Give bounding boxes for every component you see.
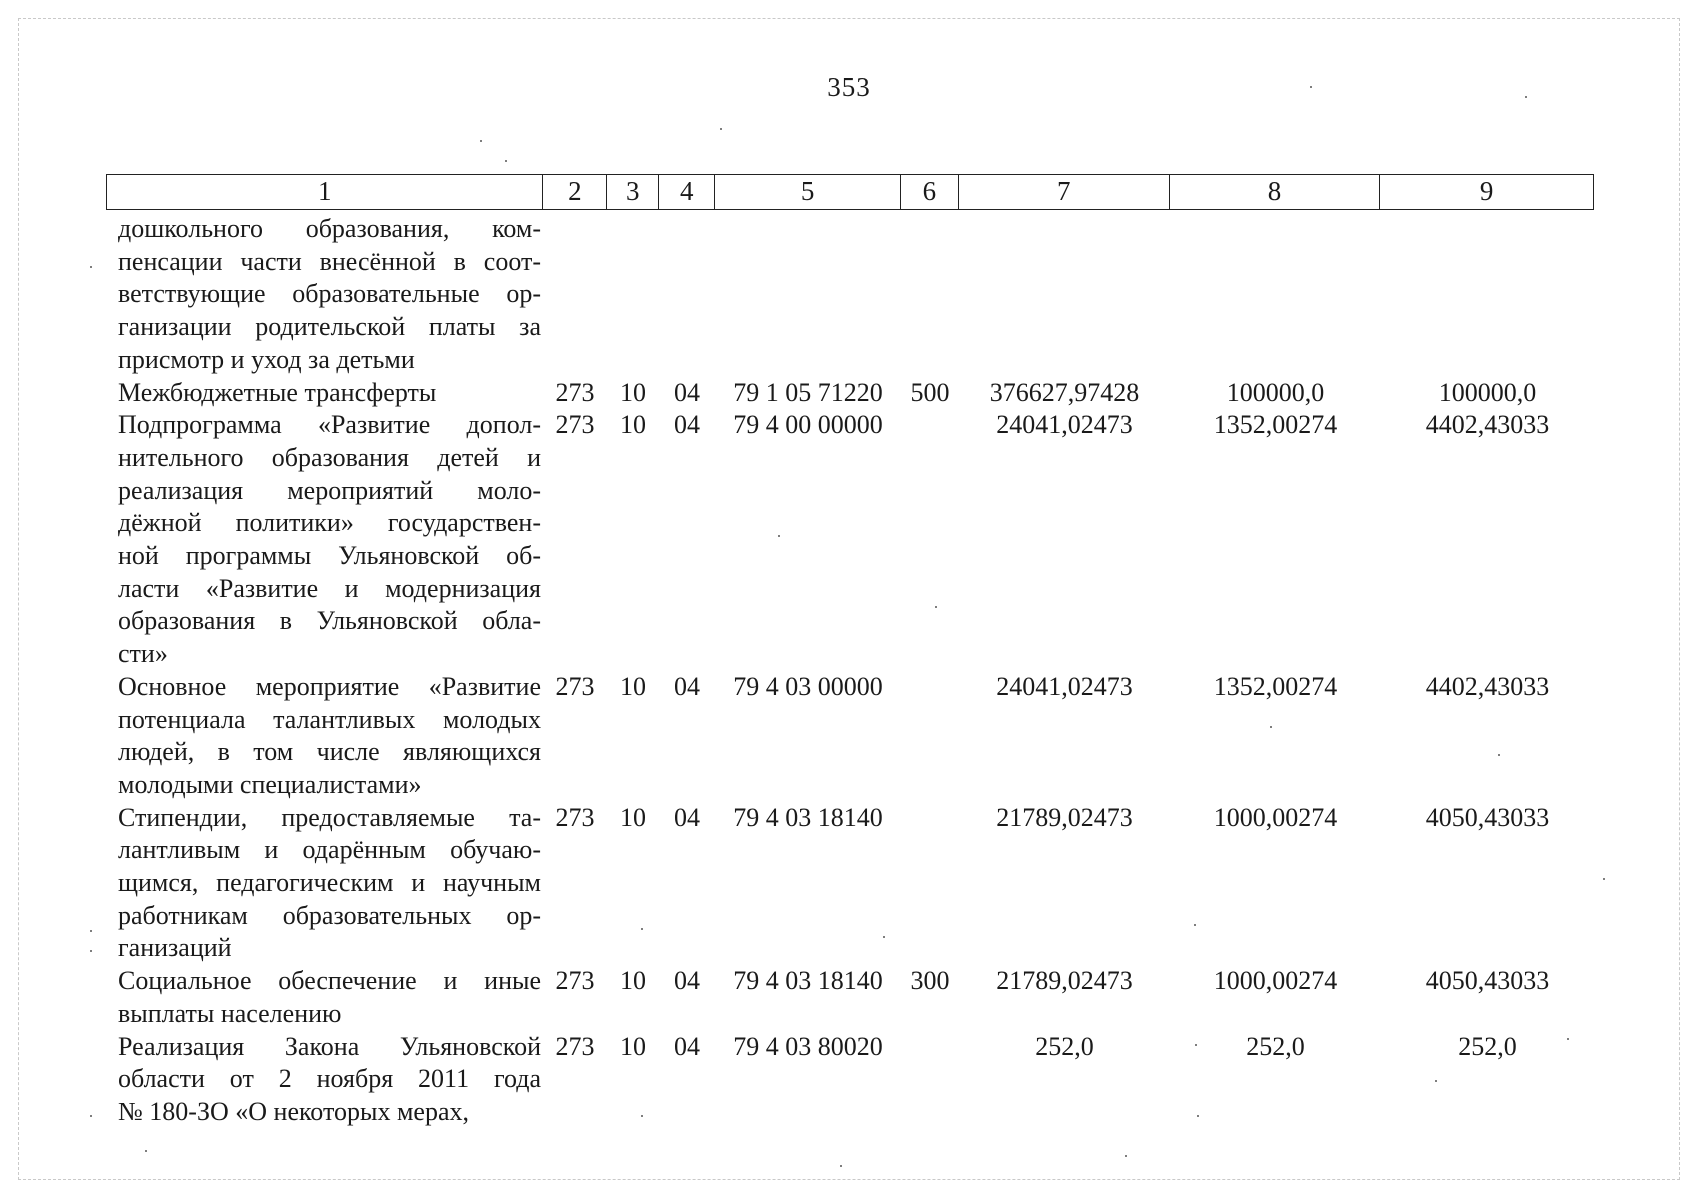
row-name-line: щимся, педагогическим и научным: [118, 868, 541, 898]
row-col-2: 273: [555, 966, 595, 996]
row-col-3: 10: [620, 671, 646, 701]
row-col-6: [901, 671, 959, 802]
row-col-8: 1000,00274: [1213, 966, 1338, 996]
table-row: [106, 671, 1594, 802]
row-name-line: Межбюджетные трансферты: [118, 377, 437, 407]
row-name-line: пенсации части внесённой в соот-: [118, 246, 541, 276]
scan-speck: [1125, 1155, 1127, 1157]
scan-speck: [1435, 1080, 1437, 1082]
row-col-8: 100000,0: [1226, 377, 1325, 407]
scan-speck: [1195, 1044, 1197, 1046]
row-col-4: 04: [674, 377, 700, 407]
scan-speck: [641, 1115, 643, 1117]
row-col-6: [901, 1031, 959, 1129]
row-col-2: 273: [555, 410, 595, 440]
row-name: [106, 671, 543, 802]
row-name-line: Основное мероприятие «Развитие: [118, 671, 541, 701]
row-name-line: ной программы Ульяновской об-: [118, 541, 541, 571]
scan-speck: [1310, 86, 1312, 88]
row-col-8: 1352,00274: [1213, 410, 1338, 440]
scan-speck: [90, 950, 92, 952]
row-col-2: [543, 213, 607, 377]
row-col-4: 04: [674, 966, 700, 996]
scan-speck: [720, 128, 722, 130]
row-name-line: № 180-ЗО «О некоторых мерах,: [118, 1096, 469, 1126]
header-col-5: 5: [715, 175, 901, 209]
row-name-line: ганизации родительской платы за: [118, 312, 541, 342]
row-col-7: 252,0: [1035, 1031, 1094, 1061]
row-col-5: 79 4 03 00000: [733, 671, 883, 701]
row-name-line: потенциала талантливых молодых: [118, 704, 541, 734]
row-col-5: 79 4 03 80020: [733, 1031, 883, 1061]
row-name-line: нительного образования детей и: [118, 442, 541, 472]
row-name-line: ласти «Развитие и модернизация: [118, 573, 541, 603]
row-col-8: [1170, 213, 1381, 377]
row-col-5: 79 1 05 71220: [733, 377, 883, 407]
row-name-line: лантливым и одарённым обучаю-: [118, 835, 541, 865]
row-col-2: 273: [555, 802, 595, 832]
row-col-5: 79 4 00 00000: [733, 410, 883, 440]
scan-speck: [90, 266, 92, 268]
row-name-line: присмотр и уход за детьми: [118, 344, 415, 374]
row-name: [106, 377, 543, 410]
row-col-9: [1381, 213, 1594, 377]
table-row: [106, 965, 1594, 1030]
row-name-line: Подпрограмма «Развитие допол-: [118, 410, 541, 440]
header-col-9: 9: [1479, 176, 1494, 206]
row-col-6: [901, 213, 959, 377]
row-col-6: [901, 802, 959, 966]
row-col-5: 79 4 03 18140: [733, 966, 883, 996]
scan-speck: [480, 140, 482, 142]
row-name: [106, 1031, 543, 1129]
row-name-line: работникам образовательных ор-: [118, 900, 541, 930]
row-name-line: ганизаций: [118, 933, 232, 963]
row-col-7: 21789,02473: [996, 966, 1133, 996]
header-col-3: 3: [607, 175, 659, 209]
scan-speck: [1194, 924, 1196, 926]
scan-speck: [145, 1150, 147, 1152]
table-body: [106, 213, 1594, 1129]
row-name-line: Стипендии, предоставляемые та-: [118, 802, 541, 832]
row-col-8: 1000,00274: [1213, 802, 1338, 832]
row-col-9: 4050,43033: [1425, 966, 1550, 996]
scan-speck: [935, 606, 937, 608]
row-col-4: 04: [674, 410, 700, 440]
scan-speck: [1270, 726, 1272, 728]
row-col-3: 10: [620, 377, 646, 407]
row-col-6: [901, 409, 959, 671]
table-row: [106, 409, 1594, 671]
header-col-1: 1: [107, 175, 543, 209]
page-number: 353: [827, 72, 871, 102]
row-col-3: 10: [620, 410, 646, 440]
header-col-8: 8: [1170, 175, 1381, 209]
row-name-line: ветствующие образовательные ор-: [118, 279, 541, 309]
row-col-4: 04: [674, 1031, 700, 1061]
table-row: [106, 213, 1594, 377]
scan-speck: [883, 936, 885, 938]
row-col-2: 273: [555, 377, 595, 407]
row-name-line: людей, в том числе являющихся: [118, 737, 541, 767]
scan-speck: [1567, 1038, 1569, 1040]
row-col-3: 10: [620, 966, 646, 996]
row-col-9: 4402,43033: [1425, 671, 1550, 701]
row-col-3: 10: [620, 1031, 646, 1061]
scan-speck: [1525, 96, 1527, 98]
header-col-6: 6: [901, 175, 959, 209]
row-name-line: образования в Ульяновской обла-: [118, 606, 541, 636]
row-col-7: 24041,02473: [996, 410, 1133, 440]
row-col-7: [959, 213, 1170, 377]
row-name-line: сти»: [118, 639, 168, 669]
row-col-2: 273: [555, 1031, 595, 1061]
row-name: [106, 213, 543, 377]
row-name-line: дёжной политики» государствен-: [118, 508, 541, 538]
table-row: [106, 1031, 1594, 1129]
row-col-5: 79 4 03 18140: [733, 802, 883, 832]
scan-speck: [90, 930, 92, 932]
row-col-4: 04: [674, 802, 700, 832]
row-col-9: 4402,43033: [1425, 410, 1550, 440]
row-col-8: 1352,00274: [1213, 671, 1338, 701]
row-col-6: 300: [910, 966, 950, 996]
table-row: [106, 802, 1594, 966]
row-col-9: 252,0: [1458, 1031, 1517, 1061]
row-name-line: Реализация Закона Ульяновской: [118, 1031, 541, 1061]
table-row: [106, 377, 1594, 410]
row-col-3: [607, 213, 659, 377]
scan-speck: [641, 928, 643, 930]
scan-speck: [90, 1115, 92, 1117]
row-col-2: 273: [555, 671, 595, 701]
scan-speck: [840, 1165, 842, 1167]
row-col-7: 21789,02473: [996, 802, 1133, 832]
row-col-8: 252,0: [1246, 1031, 1305, 1061]
row-col-7: 376627,97428: [989, 377, 1140, 407]
header-col-2: 2: [543, 175, 607, 209]
row-name: [106, 965, 543, 1030]
row-name-line: выплаты населению: [118, 998, 342, 1028]
scan-speck: [1498, 754, 1500, 756]
row-name-line: реализация мероприятий моло-: [118, 475, 541, 505]
scan-speck: [1197, 1115, 1199, 1117]
row-col-9: 4050,43033: [1425, 802, 1550, 832]
row-name-line: области от 2 ноября 2011 года: [118, 1064, 541, 1094]
row-name-line: дошкольного образования, ком-: [118, 214, 541, 243]
row-name: [106, 802, 543, 966]
row-col-3: 10: [620, 802, 646, 832]
row-col-4: [659, 213, 715, 377]
row-name: [106, 409, 543, 671]
scan-speck: [505, 160, 507, 162]
header-col-4: 4: [659, 175, 715, 209]
scan-speck: [1603, 878, 1605, 880]
row-col-6: 500: [910, 377, 950, 407]
table-header: [106, 174, 1594, 210]
row-name-line: Социальное обеспечение и иные: [118, 966, 541, 996]
header-col-7: 7: [959, 175, 1170, 209]
row-col-7: 24041,02473: [996, 671, 1133, 701]
row-col-4: 04: [674, 671, 700, 701]
scan-speck: [778, 535, 780, 537]
row-col-5: [715, 213, 901, 377]
row-name-line: молодыми специалистами»: [118, 769, 422, 799]
row-col-9: 100000,0: [1438, 377, 1537, 407]
